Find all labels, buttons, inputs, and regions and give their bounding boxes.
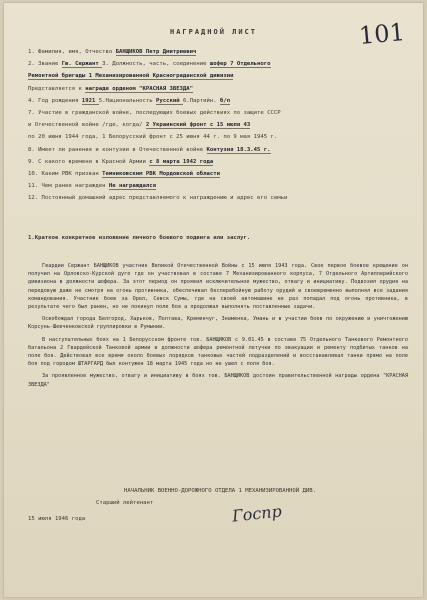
award-form bbox=[28, 46, 413, 204]
form-row bbox=[28, 58, 413, 70]
form-num: 12. bbox=[28, 195, 42, 202]
form-label: Имеет ли ранения и контузии в Отечественной войне bbox=[38, 146, 207, 153]
form-value: 2 Украинский фронт с 15 июля 43 bbox=[145, 122, 251, 129]
signature-title: НАЧАЛЬНИК ВОЕННО-ДОРОЖНОГО ОТДЕЛА 1 МЕХАНИЗИРОВАННОЙ ДИВ. bbox=[124, 488, 316, 494]
form-label: Каким РВК призван bbox=[41, 170, 103, 177]
form-row bbox=[28, 156, 413, 168]
form-value: Темниковским РВК Мордовской области bbox=[102, 170, 220, 177]
form-row bbox=[28, 180, 413, 192]
handwritten-signature: Госпр bbox=[231, 501, 283, 526]
form-num: 4. bbox=[28, 97, 39, 104]
form-value: БАНЩИКОВ Петр Дмитриевич bbox=[115, 49, 197, 55]
form-label: по 20 июня 1944 года, 1 Белорусский фронт с 25 июня 44 г. по 9 мая 1945 г. bbox=[28, 134, 278, 141]
form-label: Звание bbox=[38, 61, 62, 68]
section-title: 1.Краткое конкретное изложение личного боевого подвига или заслуг. bbox=[28, 235, 251, 241]
form-num: 1. bbox=[28, 49, 39, 55]
stamp-number: 101 bbox=[358, 18, 407, 50]
form-value-2: шофер 7 Отдельного bbox=[209, 61, 271, 68]
form-label: Фамилия, имя, Отчество bbox=[38, 49, 116, 55]
form-value: Не награждался bbox=[108, 183, 156, 190]
form-value: 1921 bbox=[81, 97, 99, 104]
form-row bbox=[28, 95, 413, 107]
form-row bbox=[28, 144, 413, 156]
narrative-paragraph-3: В наступательных боях на 1 Белорусском фронте тов. БАНЩИКОВ с 9.01.45 в составе 75 Отдельного Танкового Ремонтного батальона 2 Гвардейской Танковой армии в должности шофера ремонтной летучки по эвакуации и ремонту подбитых танков на поле боя. Действовал все время около боевых порядков танковых частей подразделений и восстанавливал танки прямо на поле боя под городом ШТАРГАРД был контужен 18 марта 1945 года но не ушел с поля боя. bbox=[28, 336, 408, 368]
form-num: 10. bbox=[28, 170, 42, 177]
narrative bbox=[28, 262, 408, 393]
form-row bbox=[28, 83, 413, 95]
form-num: 2. bbox=[28, 61, 39, 68]
narrative-paragraph-1: Гвардии Сержант БАНЩИКОВ участник Великой Отечественной Войны с 15 июля 1943 года. Свое первое боевое крещение он получил на Орловско-Курской дуге где он участвовал в составе 7 Механизированного корпуса, 7 Отдельного Артиллерийского дивизиона в должности шофера. За этот период он проявил исключительное мужество, отвагу и инициативу. Подвозил орудия на передовую даже не смотря на огонь противника, обеспечивал бесперебойную работу орудий и своевременно выполнял все задания командования. Участник боев за Орел, Севск Сумы, где на своей автомашине не раз попадал под огонь противника, в результате чего был ранен, но не покинул поле боя а продолжал выполнять поставленные задачи. bbox=[28, 263, 408, 311]
form-label: Представляется к bbox=[28, 85, 86, 92]
form-value-3: б/п bbox=[220, 97, 231, 104]
form-label-2: 3. Должность, часть, соединение bbox=[102, 61, 210, 68]
signature-rank: Старший лейтенант bbox=[96, 500, 154, 506]
form-row bbox=[28, 107, 413, 119]
form-value: с 8 марта 1942 года bbox=[149, 158, 214, 165]
form-row bbox=[28, 119, 413, 131]
form-label: С какого времени в Красной Армии bbox=[38, 158, 150, 165]
form-label-2: 5.Национальность bbox=[98, 97, 156, 104]
form-value-2: Русский bbox=[156, 97, 183, 104]
form-value: Ремонтной бригады 1 Механизированной Краснограданской дивизии bbox=[28, 73, 234, 80]
form-label-3: 6.Партийн. bbox=[182, 97, 220, 104]
form-value: Гв. Сержант bbox=[61, 61, 103, 68]
form-row bbox=[28, 168, 413, 180]
form-row bbox=[28, 131, 413, 143]
form-num: 9. bbox=[28, 158, 39, 165]
document-title: НАГРАДНОЙ ЛИСТ bbox=[169, 28, 257, 36]
form-row bbox=[28, 192, 413, 204]
form-value: Контузия 18.3.45 г. bbox=[206, 146, 271, 153]
form-label: и Отечественной войне /где, когда/ bbox=[28, 122, 146, 129]
form-row bbox=[28, 70, 413, 82]
form-num: 8. bbox=[28, 146, 39, 153]
form-label: Год рождения bbox=[38, 97, 82, 104]
form-num: 11. bbox=[28, 183, 42, 190]
document-date: 15 июля 1946 года bbox=[28, 516, 86, 522]
form-value: награде орденом "КРАСНАЯ ЗВЕЗДА" bbox=[85, 85, 194, 92]
form-label: Чем ранее награжден bbox=[41, 183, 109, 190]
form-row bbox=[28, 46, 413, 58]
narrative-paragraph-4: За проявленное мужество, отвагу и инициативу в боях тов. БАНЩИКОВ достоин правительственной награды ордена "КРАСНАЯ ЗВЕЗДА" bbox=[28, 373, 408, 388]
form-label: Постоянный домашний адрес представляемого к награждению и адрес его семьи bbox=[41, 195, 288, 202]
form-label: Участие в гражданской войне, последующих боевых действиях по защите СССР bbox=[38, 109, 281, 116]
narrative-paragraph-2: Освобождал города Белгород, Харьков, Полтава, Кременчуг, Знаменка, Умань и в участии боев по окружению и уничтожению Корсунь-Шевченковской группировки в Румынии. bbox=[28, 316, 408, 331]
form-num: 7. bbox=[28, 109, 39, 116]
